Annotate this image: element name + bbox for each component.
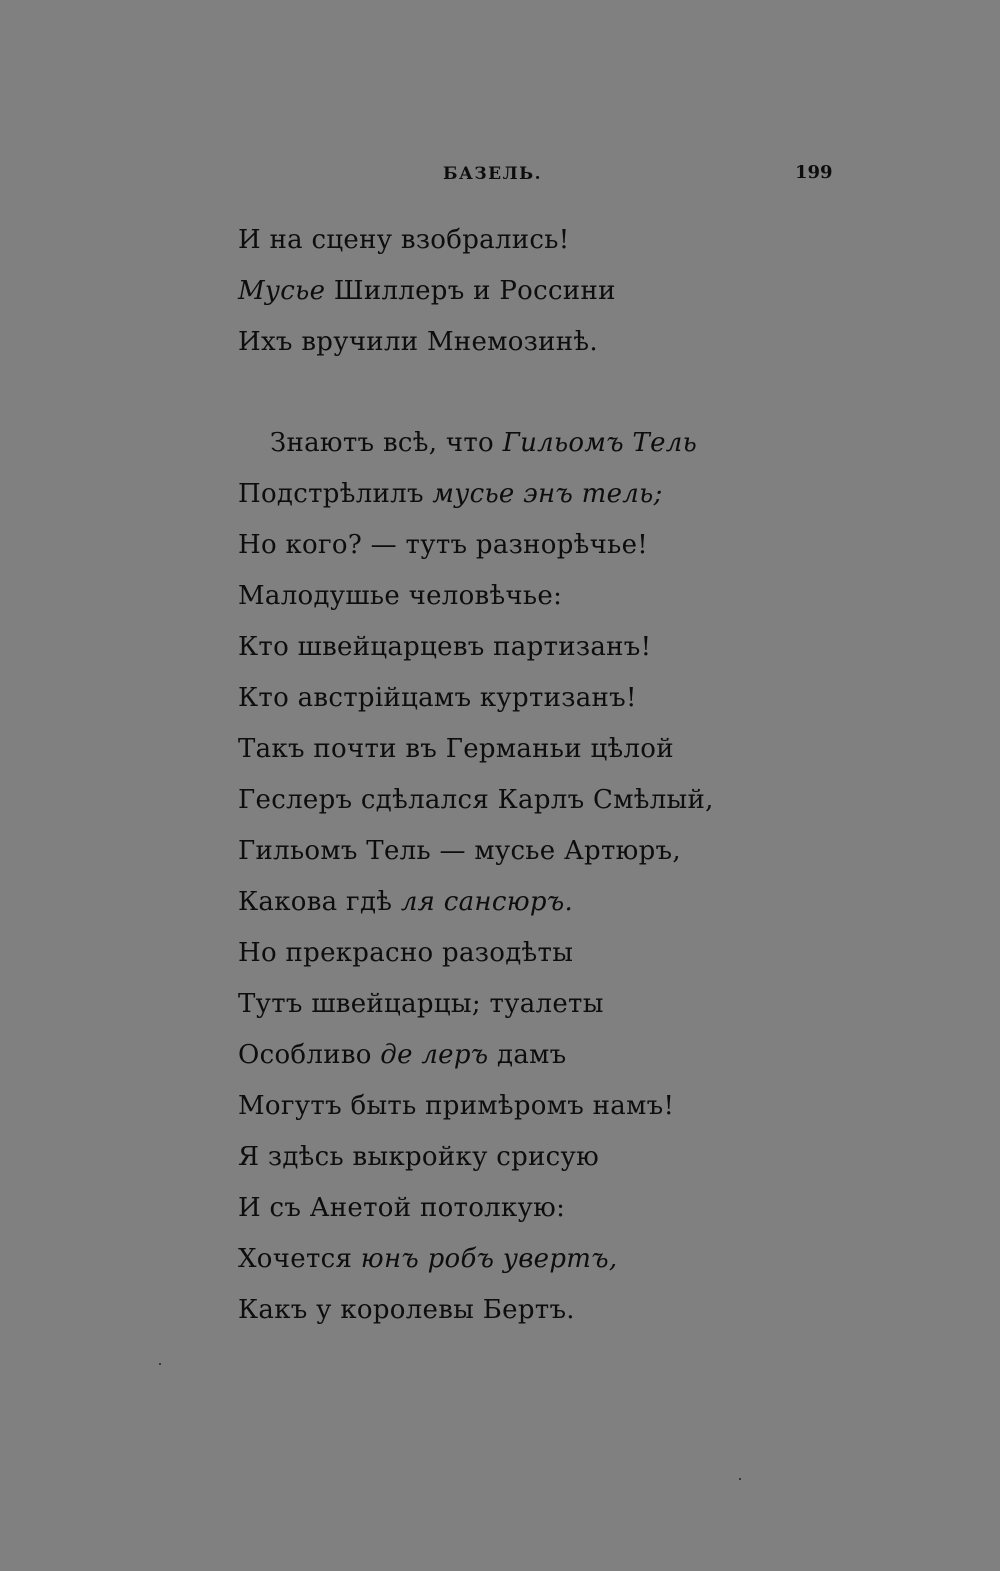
line-text: дамъ (488, 1040, 567, 1070)
poem-line (238, 418, 858, 469)
poem-line (238, 317, 858, 368)
line-text: Какова гдѣ (238, 887, 401, 917)
poem-line (238, 979, 858, 1030)
line-text: Шиллеръ и Россини (325, 276, 616, 306)
poem-line (238, 724, 858, 775)
poem-line (238, 520, 858, 571)
italic-phrase: мусье энъ тель; (432, 479, 663, 509)
line-text: Какъ у королевы Бертъ. (238, 1295, 575, 1325)
poem-line (238, 215, 858, 266)
line-text: Но кого? — тутъ разнорѣчье! (238, 530, 649, 560)
line-text: Гильомъ Тель — мусье Артюръ, (238, 836, 681, 866)
poem-line (238, 571, 858, 622)
line-text: Я здѣсь выкройку срисую (238, 1142, 600, 1172)
poem-line (238, 775, 858, 826)
line-text: Кто швейцарцевъ партизанъ! (238, 632, 652, 662)
chapter-title: БАЗЕЛЬ. (443, 164, 543, 184)
poem-line (238, 1285, 858, 1336)
italic-phrase: Гильомъ Тель (502, 428, 698, 458)
line-text: И съ Анетой потолкую: (238, 1193, 566, 1223)
line-text: Ихъ вручили Мнемозинѣ. (238, 327, 598, 357)
poem-line (238, 1030, 858, 1081)
poem-line (238, 1234, 858, 1285)
italic-phrase: ля сансюръ. (400, 887, 574, 917)
italic-phrase: де леръ (380, 1040, 489, 1070)
poem-line (238, 1183, 858, 1234)
line-text: Но прекрасно разодѣты (238, 938, 574, 968)
poem-line (238, 469, 858, 520)
poem-line (238, 877, 858, 928)
poem-line (238, 622, 858, 673)
poem-line (238, 1132, 858, 1183)
line-text: Знаютъ всѣ, что (270, 428, 503, 458)
page-number: 199 (795, 162, 833, 183)
poem-line (238, 673, 858, 724)
poem-line (238, 266, 858, 317)
poem-text (238, 215, 858, 1336)
running-header (0, 160, 1000, 190)
line-text: Тутъ швейцарцы; туалеты (238, 989, 604, 1019)
line-text: Могутъ быть примѣромъ намъ! (238, 1091, 675, 1121)
poem-line (238, 826, 858, 877)
poem-line (238, 928, 858, 979)
italic-phrase: юнъ робъ увертъ, (360, 1244, 618, 1274)
stanza-break (238, 368, 858, 418)
poem-line (238, 1081, 858, 1132)
line-text: Подстрѣлилъ (238, 479, 433, 509)
line-text: Особливо (238, 1040, 381, 1070)
print-speck (159, 1363, 161, 1365)
line-text: Малодушье человѣчье: (238, 581, 563, 611)
line-text: Кто австрійцамъ куртизанъ! (238, 683, 637, 713)
line-text: Геслеръ сдѣлался Карлъ Смѣлый, (238, 785, 714, 815)
print-speck (739, 1478, 741, 1480)
line-text: Хочется (238, 1244, 361, 1274)
line-text: Такъ почти въ Германьи цѣлой (238, 734, 674, 764)
italic-phrase: Мусье (238, 276, 326, 306)
line-text: И на сцену взобрались! (238, 225, 570, 255)
